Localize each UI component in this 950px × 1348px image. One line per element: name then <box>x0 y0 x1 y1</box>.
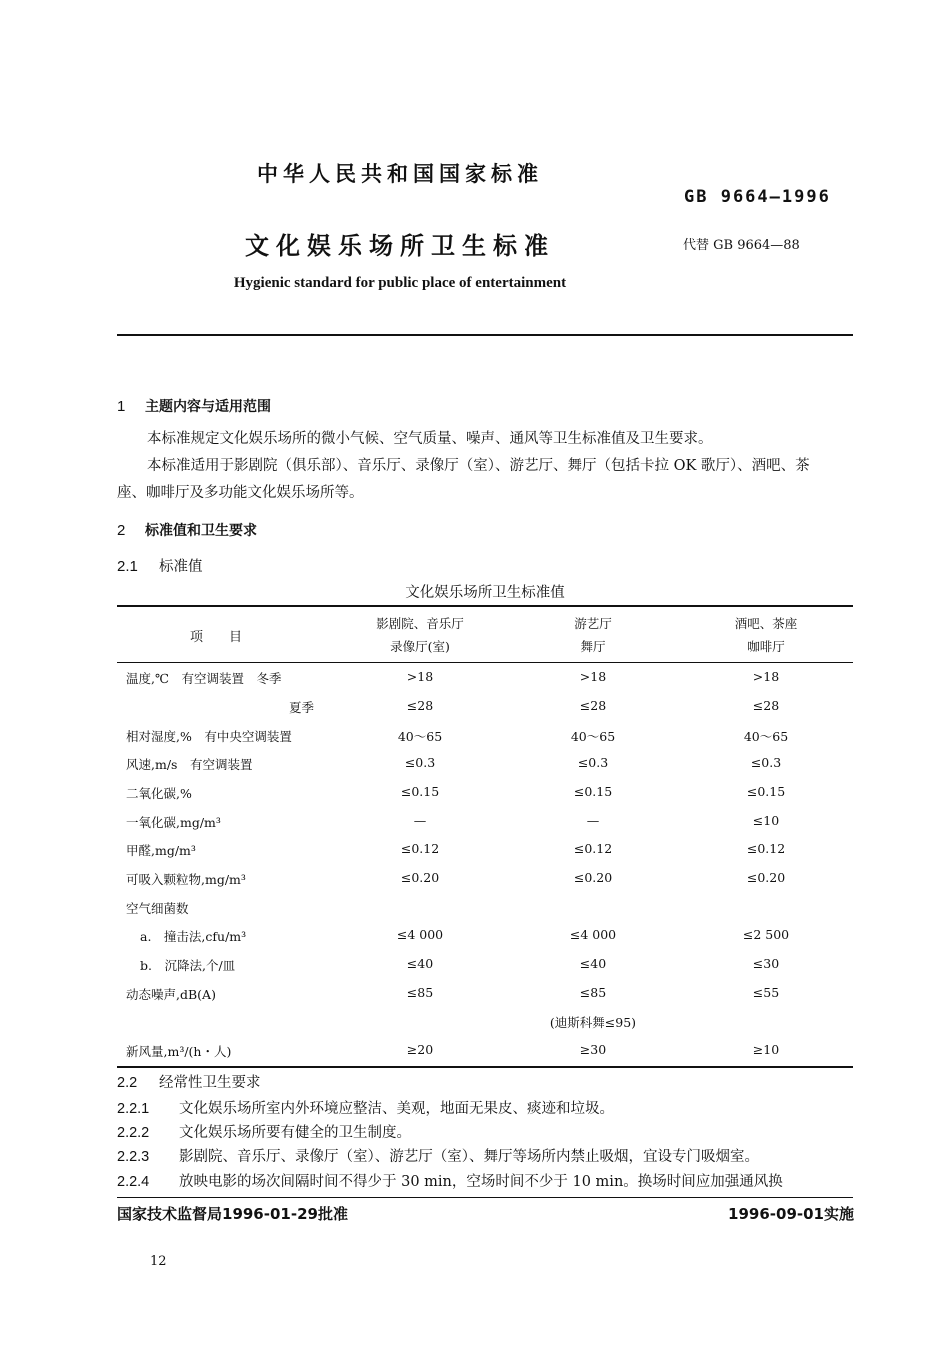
table-cell-col-2: ≥30 <box>579 1042 607 1057</box>
requirement-item <box>117 1145 855 1166</box>
requirement-text: 影剧院、音乐厅、录像厅（室）、游艺厅（室）、舞厅等场所内禁止吸烟，宜设专门吸烟室。 <box>179 1149 759 1165</box>
table-cell-col-1: ≤0.3 <box>404 755 436 770</box>
table-header-col-2-line-2: 舞厅 <box>580 639 606 654</box>
table-bottom-rule <box>117 1066 853 1068</box>
section-title: 标准值和卫生要求 <box>145 523 257 539</box>
table-row-label: 二氧化碳,% <box>126 786 192 801</box>
table-cell-col-3: >18 <box>752 669 780 684</box>
standard-code: GB 9664—1996 <box>684 187 831 207</box>
section-number: 1 <box>117 398 126 415</box>
document-title: 文化娱乐场所卫生标准 <box>245 232 555 260</box>
requirement-item <box>117 1097 855 1118</box>
table-cell-col-2: ≤0.15 <box>573 784 613 799</box>
section-2-heading <box>117 520 257 540</box>
table-cell-col-2: ≤0.20 <box>573 870 613 885</box>
table-header-rule <box>117 662 853 663</box>
section-1-paragraph-1: 本标准规定文化娱乐场所的微小气候、空气质量、噪声、通风等卫生标准值及卫生要求。 <box>147 431 713 447</box>
table-cell-col-2: ≤85 <box>579 985 607 1000</box>
requirement-text: 文化娱乐场所室内外环境应整洁、美观，地面无果皮、痰迹和垃圾。 <box>179 1101 614 1117</box>
requirement-item <box>117 1121 855 1142</box>
table-cell-col-1: ≤28 <box>406 698 434 713</box>
section-1-paragraph-2-line-2: 座、咖啡厅及多功能文化娱乐场所等。 <box>117 485 364 501</box>
table-cell-col-2: ≤4 000 <box>569 927 617 942</box>
table-header-col-2-line-1: 游艺厅 <box>574 616 612 631</box>
requirement-number: 2.2.2 <box>117 1125 150 1141</box>
section-1-heading <box>117 396 271 416</box>
table-row-label: 空气细菌数 <box>126 901 189 916</box>
table-cell-col-3: ≤0.15 <box>746 784 786 799</box>
subsection-number: 2.2 <box>117 1075 138 1091</box>
table-cell-col-2: >18 <box>579 669 607 684</box>
subsection-2-1-heading <box>117 555 203 576</box>
table-row-label: 风速,m/s 有空调装置 <box>126 757 253 772</box>
table-cell-col-1: ≤0.15 <box>400 784 440 799</box>
table-cell-col-2: ≤28 <box>579 698 607 713</box>
table-cell-col-3: ≥10 <box>752 1042 780 1057</box>
table-row-label: 相对湿度,% 有中央空调装置 <box>126 729 292 744</box>
table-cell-col-1: ≤40 <box>406 956 434 971</box>
table-cell-col-3: 40～65 <box>743 729 789 744</box>
table-row-label: 可吸入颗粒物,mg/m³ <box>126 872 246 887</box>
section-number: 2 <box>117 522 126 539</box>
section-title: 主题内容与适用范围 <box>145 399 271 415</box>
table-cell-col-1: ≤0.12 <box>400 841 440 856</box>
table-row-label: a. 撞击法,cfu/m³ <box>140 929 247 944</box>
table-cell-col-1: ≥20 <box>406 1042 434 1057</box>
table-cell-col-3: ≤55 <box>752 985 780 1000</box>
section-1-paragraph-2-line-1: 本标准适用于影剧院（俱乐部）、音乐厅、录像厅（室）、游艺厅、舞厅（包括卡拉 OK 歌厅）、酒吧、茶 <box>147 458 810 474</box>
table-cell-col-3: ≤30 <box>752 956 780 971</box>
table-header-col-1-line-2: 录像厅(室) <box>390 639 450 654</box>
header-divider <box>117 334 853 336</box>
requirement-text: 放映电影的场次间隔时间不得少于 30 min，空场时间不少于 10 min。换场时间应加强通风换 <box>179 1174 783 1190</box>
table-cell-col-2: ≤0.3 <box>577 755 609 770</box>
table-row-label: 温度,℃ 有空调装置 冬季 <box>126 671 282 686</box>
table-top-rule <box>117 605 853 607</box>
table-header-col-1-line-1: 影剧院、音乐厅 <box>376 616 464 631</box>
table-row-label: 动态噪声,dB(A) <box>126 987 216 1002</box>
requirement-item <box>117 1170 855 1191</box>
table-cell-col-3: ≤0.20 <box>746 870 786 885</box>
table-header-item: 项 目 <box>190 630 243 645</box>
table-cell-col-3: ≤0.12 <box>746 841 786 856</box>
national-standard-heading: 中华人民共和国国家标准 <box>257 162 543 186</box>
table-row-label: 新风量,m³/(h・人) <box>126 1044 232 1059</box>
replaces-note: 代替 GB 9664—88 <box>683 238 800 253</box>
table-cell-col-2: ≤40 <box>579 956 607 971</box>
table-cell-col-2: 40～65 <box>570 729 616 744</box>
table-row-label: b. 沉降法,个/皿 <box>140 958 236 973</box>
requirement-number: 2.2.3 <box>117 1149 150 1165</box>
requirement-number: 2.2.1 <box>117 1101 150 1117</box>
english-title: Hygienic standard for public place of entertainment <box>233 275 567 291</box>
requirement-number: 2.2.4 <box>117 1174 150 1190</box>
table-cell-col-1: 40～65 <box>397 729 443 744</box>
table-cell-col-1: ≤85 <box>406 985 434 1000</box>
table-row-label: 夏季 <box>289 700 315 715</box>
table-cell-col-2: — <box>586 813 600 828</box>
table-header-col-3-line-2: 咖啡厅 <box>747 639 785 654</box>
table-row-label: 甲醛,mg/m³ <box>126 843 196 858</box>
table-caption: 文化娱乐场所卫生标准值 <box>405 585 565 601</box>
subsection-title: 经常性卫生要求 <box>159 1075 261 1091</box>
requirement-text: 文化娱乐场所要有健全的卫生制度。 <box>179 1125 411 1141</box>
subsection-2-2-heading <box>117 1071 855 1092</box>
subsection-title: 标准值 <box>159 559 203 575</box>
table-header-col-3-line-1: 酒吧、茶座 <box>734 616 798 631</box>
footer-divider <box>117 1197 853 1198</box>
effective-date: 1996-09-01实施 <box>728 1205 854 1223</box>
table-cell-col-3: ≤2 500 <box>742 927 790 942</box>
table-cell-col-2: (迪斯科舞≤95) <box>549 1015 637 1030</box>
table-cell-col-1: — <box>413 813 427 828</box>
table-cell-col-3: ≤10 <box>752 813 780 828</box>
table-cell-col-1: ≤4 000 <box>396 927 444 942</box>
table-row-label: 一氧化碳,mg/m³ <box>126 815 221 830</box>
table-cell-col-1: ≤0.20 <box>400 870 440 885</box>
page-number: 12 <box>150 1254 167 1269</box>
approval-date: 国家技术监督局1996-01-29批准 <box>117 1205 348 1223</box>
table-cell-col-3: ≤0.3 <box>750 755 782 770</box>
table-cell-col-1: >18 <box>406 669 434 684</box>
table-cell-col-3: ≤28 <box>752 698 780 713</box>
subsection-number: 2.1 <box>117 558 138 575</box>
table-cell-col-2: ≤0.12 <box>573 841 613 856</box>
